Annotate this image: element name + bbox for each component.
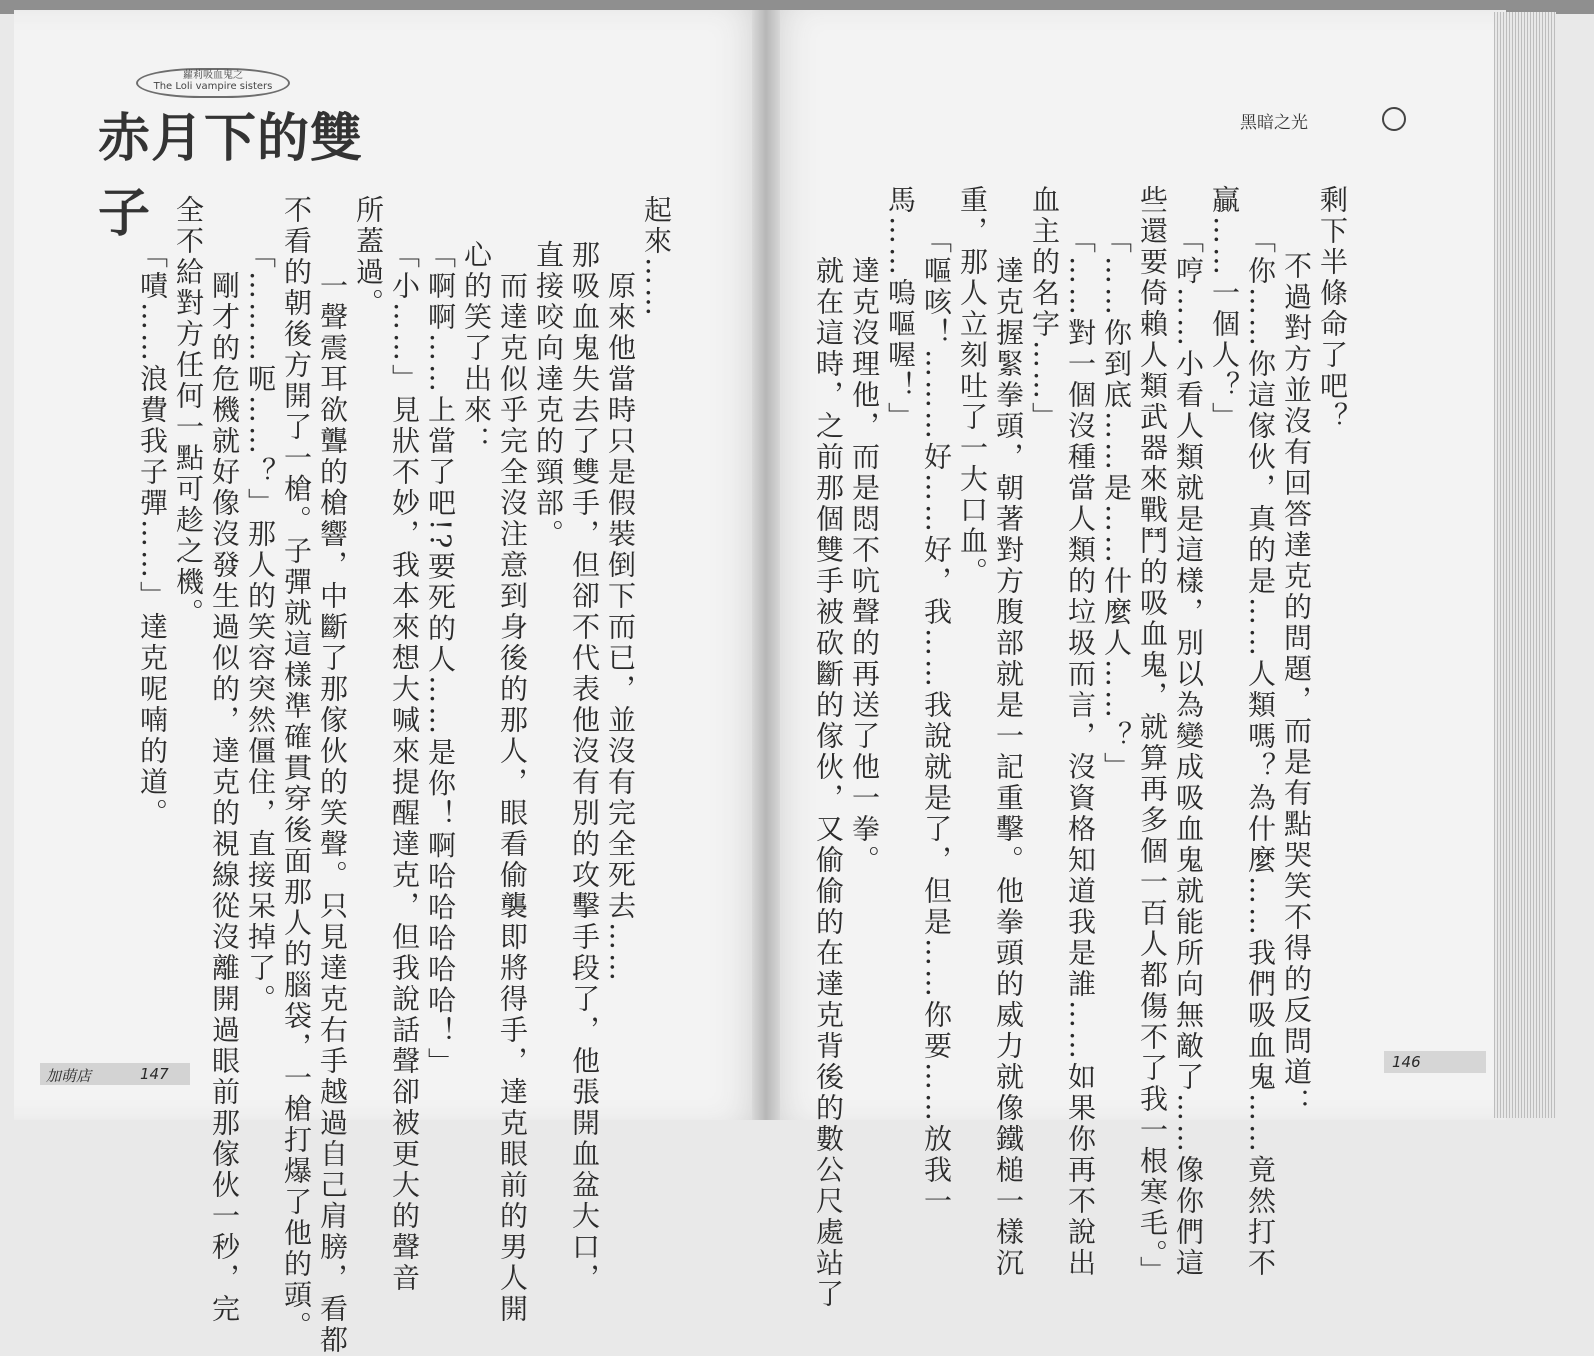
left-column-15: 「嘖……浪費我子彈……」達克呢喃的道。	[136, 240, 169, 829]
left-column-2: 原來他當時只是假裝倒下而已，並沒有完全死去……	[604, 240, 637, 984]
left-page-footer	[40, 1063, 190, 1085]
left-column-6: 心的笑了出來：	[460, 240, 493, 457]
right-page-footer	[1384, 1051, 1486, 1073]
publisher-name: 加萌店	[46, 1067, 92, 1085]
right-column-2: 不過對方並沒有回答達克的問題，而是有點哭笑不得的反問道：	[1280, 220, 1313, 1119]
right-column-12: 「嘔咳！………好……好，我……我說就是了，但是……你要……放我一	[920, 225, 953, 1217]
series-ribbon-en: The Loli vampire sisters	[153, 81, 273, 92]
chapter-emblem-icon	[1382, 107, 1406, 131]
left-column-11: 不看的朝後方開了一槍。子彈就這樣準確貫穿後面那人的腦袋，一槍打爆了他的頭。	[280, 195, 313, 1342]
left-column-5: 而達克似乎完全沒注意到身後的那人，眼看偷襲即將得手，達克眼前的男人開	[496, 240, 529, 1325]
left-column-8: 「小……」見狀不妙，我本來想大喊來提醒達克，但我說話聲卻被更大的聲音	[388, 240, 421, 1294]
book-gutter	[752, 10, 780, 1120]
left-column-9: 所蓋過。	[352, 195, 385, 319]
right-column-14: 達克沒理他，而是悶不吭聲的再送了他一拳。	[848, 225, 881, 876]
right-column-13: 馬……嗚嘔喔！」	[884, 185, 917, 433]
right-column-15: 就在這時，之前那個雙手被砍斷的傢伙，又偷偷的在達克背後的數公尺處站了	[812, 225, 845, 1310]
right-column-6: 些還要倚賴人類武器來戰鬥的吸血鬼，就算再多個一百人都傷不了我一根寒毛。」	[1136, 185, 1169, 1287]
right-column-7: 「……你到底……是……什麼人……？」	[1100, 225, 1133, 783]
left-column-13: 剛才的危機就好像沒發生過似的，達克的視線從沒離開過眼前那傢伙一秒，完	[208, 240, 241, 1325]
left-column-12: 「………呃……？」那人的笑容突然僵住，直接呆掉了。	[244, 240, 277, 1015]
right-column-5: 「哼……小看人類就是這樣，別以為變成吸血鬼就能所向無敵了……像你們這	[1172, 225, 1205, 1279]
right-column-11: 重，那人立刻吐了一大口血。	[956, 185, 989, 588]
series-ribbon-cn: 蘿莉吸血鬼之	[183, 70, 243, 81]
left-column-3: 那吸血鬼失去了雙手，但卻不代表他沒有別的攻擊手段了，他張開血盆大口，	[568, 240, 601, 1294]
book-title: 赤月下的雙子	[98, 108, 364, 244]
right-column-3: 「你……你這傢伙，真的是……人類嗎？為什麼……我們吸血鬼……竟然打不	[1244, 225, 1277, 1279]
right-column-4: 贏……一個人？」	[1208, 185, 1241, 433]
right-page-number: 146	[1392, 1053, 1421, 1071]
left-column-1: 起來……	[640, 195, 673, 319]
left-column-7: 「啊啊……上當了吧!?要死的人……是你！啊哈哈哈哈哈！」	[424, 240, 457, 1079]
right-column-10: 達克握緊拳頭，朝著對方腹部就是一記重擊。他拳頭的威力就像鐵槌一樣沉	[992, 225, 1025, 1279]
right-column-9: 血主的名字……」	[1028, 185, 1061, 433]
bleed-through-title-mark	[1110, 70, 1127, 126]
left-column-4: 直接咬向達克的頸部。	[532, 240, 565, 550]
series-ribbon	[136, 68, 290, 98]
left-page-number: 147	[140, 1065, 169, 1083]
left-column-14: 全不給對方任何一點可趁之機。	[172, 195, 205, 629]
right-column-8: 「……對一個沒種當人類的垃圾而言，沒資格知道我是誰……如果你再不說出	[1064, 225, 1097, 1279]
book-title-logo	[88, 62, 368, 244]
chapter-header: 黑暗之光	[1240, 113, 1308, 133]
right-column-1: 剩下半條命了吧？	[1316, 185, 1349, 433]
page-stack-edge	[1494, 12, 1556, 1118]
left-column-10: 一聲震耳欲聾的槍響，中斷了那傢伙的笑聲。只見達克右手越過自己肩膀，看都	[316, 240, 349, 1356]
